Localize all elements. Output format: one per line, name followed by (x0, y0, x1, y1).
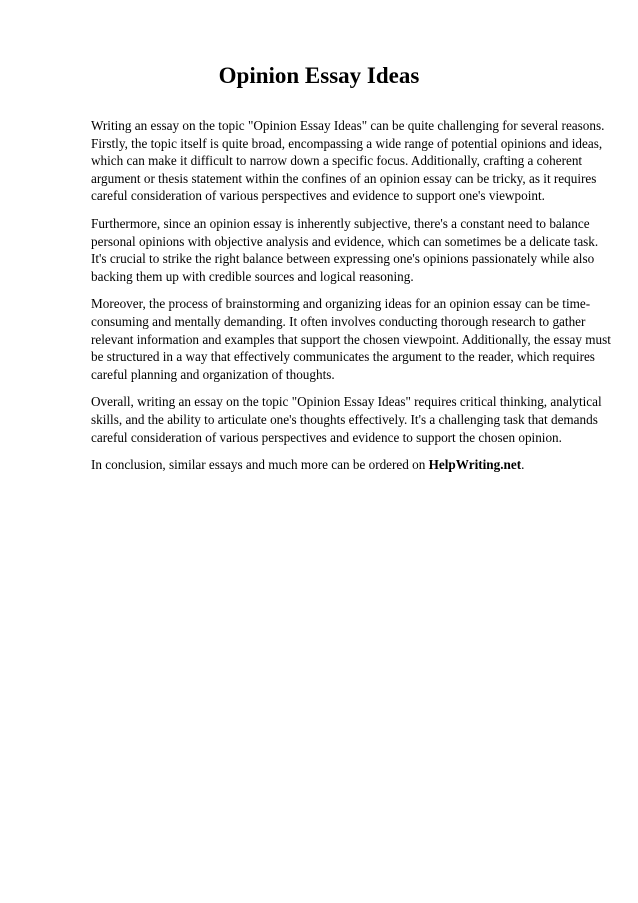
brand-link[interactable]: HelpWriting.net (428, 457, 522, 473)
paragraph-2: Furthermore, since an opinion essay is inherently subjective, there's a constant need to balance personal opinions with objective analysis and evidence, which can sometimes be a delicate task. It's crucial to strike the right balance between expressing one's opinions passionately while also backing them up with credible sources and logical reasoning. (91, 215, 599, 284)
conclusion-prefix: In conclusion, similar essays and much more can be ordered on (91, 457, 429, 473)
paragraph-3: Moreover, the process of brainstorming and organizing ideas for an opinion essay can be time-consuming and mentally demanding. It often involves conducting thorough research to gather relevant information and examples that support the chosen viewpoint. Additionally, the essay must be structured in a way that effectively communicates the argument to the reader, which requires careful planning and organization of thoughts. (91, 296, 611, 382)
paragraph-1: Writing an essay on the topic "Opinion Essay Ideas" can be quite challenging for several reasons. Firstly, the topic itself is quite broad, encompassing a wide range of potential opinions and ideas, which can make it difficult to narrow down a specific focus. Additionally, crafting a coherent argument or thesis statement within the confines of an opinion essay can be tricky, as it requires careful consideration of various perspectives and evidence to support one's viewpoint. (91, 118, 605, 204)
page-title: Opinion Essay Ideas (218, 63, 420, 88)
essay-body (91, 117, 611, 484)
paragraph-4: Overall, writing an essay on the topic "Opinion Essay Ideas" requires critical thinking, analytical skills, and the ability to articulate one's thoughts effectively. It's a challenging task that demands careful consideration of various perspectives and evidence to support the chosen opinion. (91, 394, 602, 445)
conclusion-paragraph (91, 456, 611, 474)
conclusion-suffix: . (521, 457, 525, 473)
